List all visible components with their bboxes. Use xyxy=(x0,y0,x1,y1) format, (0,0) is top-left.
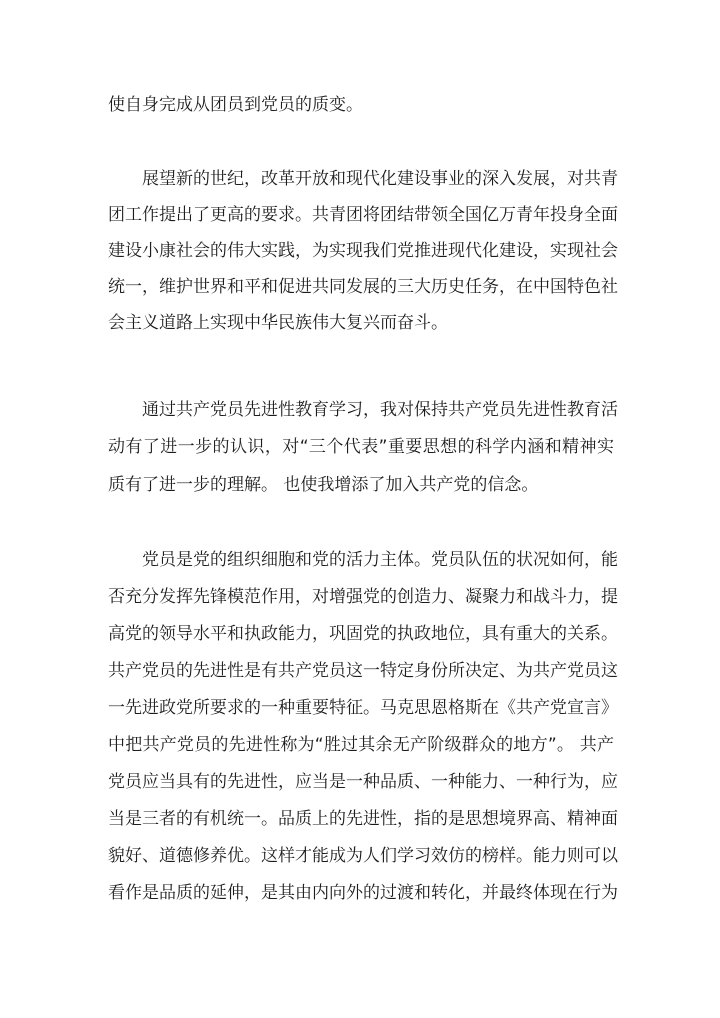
paragraph-4-line-10: 看作是品质的延伸，是其由内向外的过渡和转化，并最终体现在行为 xyxy=(108,883,618,903)
paragraph-4-line-2: 否充分发挥先锋模范作用，对增强党的创造力、凝聚力和战斗力，提 xyxy=(108,587,618,607)
paragraph-2-line-3: 建设小康社会的伟大实践，为实现我们党推进现代化建设，实现社会 xyxy=(108,241,618,261)
paragraph-3-line-2: 动有了进一步的认识，对“三个代表”重要思想的科学内涵和精神实 xyxy=(108,437,614,457)
paragraph-3-line-1: 通过共产党员先进性教育学习，我对保持共产党员先进性教育活 xyxy=(142,400,618,420)
paragraph-4-line-1: 党员是党的组织细胞和党的活力主体。党员队伍的状况如何，能 xyxy=(142,550,618,570)
paragraph-4-line-4: 共产党员的先进性是有共产党员这一特定身份所决定、为共产党员这 xyxy=(108,661,618,681)
paragraph-4-line-5: 一先进政党所要求的一种重要特征。马克思恩格斯在《共产党宣言》 xyxy=(108,698,618,718)
paragraph-2-line-1: 展望新的世纪，改革开放和现代化建设事业的深入发展，对共青 xyxy=(142,169,618,189)
paragraph-4-line-3: 高党的领导水平和执政能力，巩固党的执政地位，具有重大的关系。 xyxy=(108,624,618,644)
paragraph-3-line-3: 质有了进一步的理解。 也使我增添了加入共产党的信念。 xyxy=(108,475,539,495)
paragraph-4-line-9: 貌好、道德修养优。这样才能成为人们学习效仿的榜样。能力则可以 xyxy=(108,846,618,866)
paragraph-4-line-7: 党员应当具有的先进性，应当是一种品质、一种能力、一种行为，应 xyxy=(108,772,618,792)
paragraph-4-line-6: 中把共产党员的先进性称为“胜过其余无产阶级群众的地方”。 共产 xyxy=(108,735,614,755)
paragraph-4-line-8: 当是三者的有机统一。品质上的先进性，指的是思想境界高、精神面 xyxy=(108,809,618,829)
paragraph-2-line-2: 团工作提出了更高的要求。共青团将团结带领全国亿万青年投身全面 xyxy=(108,205,618,225)
paragraph-2-line-5: 会主义道路上实现中华民族伟大复兴而奋斗。 xyxy=(108,313,448,333)
paragraph-1-line-1: 使自身完成从团员到党员的质变。 xyxy=(108,95,363,115)
paragraph-2-line-4: 统一，维护世界和平和促进共同发展的三大历史任务，在中国特色社 xyxy=(108,277,618,297)
